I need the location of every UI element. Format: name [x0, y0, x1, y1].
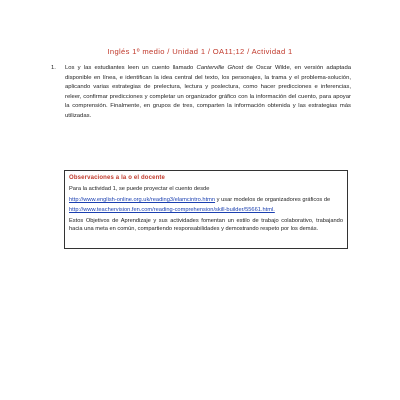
teachervision-link[interactable]: http://www.teachervision.fen.com/reading-comprehension/skill-builder/55661.html.	[69, 207, 275, 214]
activity-text-part2: de Oscar Wilde, en versión adaptada disponible en línea, e identifican la idea central del texto, los personajes, la trama y el problema-solución, aplicando varias estrategias de prelectura, lectura y poslectura, como hacer predicciones e inferencias, releer, confirmar predicciones y completar un organizador gráfico con la información del cuento, para apoyar la comprensión. Finalmente, en grupos de tres, comparten la información obtenida y las estrategias más utilizadas.	[65, 65, 351, 119]
observations-link-paragraph	[69, 196, 343, 204]
story-title: Canterville Ghost	[196, 65, 244, 71]
observations-intro: Para la actividad 1, se puede proyectar el cuento desde	[69, 186, 210, 192]
link1-suffix: y usar modelos de organizadores gráficos de	[215, 197, 331, 204]
observations-closing: Estos Objetivos de Aprendizaje y sus actividades fomentan un estilo de trabajo colaborativo, trabajando hacia una meta en común, compartiendo responsabilidades y demostrando respeto por los demás.	[69, 217, 343, 232]
english-online-link[interactable]: http://www.english-online.org.uk/reading3/elamcintro.htmn	[69, 197, 216, 204]
observations-title: Observaciones a la o el docente	[69, 175, 166, 181]
activity-description	[65, 64, 351, 122]
page-title: Inglés 1º medio / Unidad 1 / OA11;12 / Actividad 1	[107, 47, 293, 56]
activity-number: 1.	[51, 65, 56, 71]
teacher-observations-box	[64, 170, 348, 249]
activity-text-part1: Los y las estudiantes leen un cuento llamado	[65, 65, 197, 71]
observations-link2-paragraph	[69, 206, 343, 214]
